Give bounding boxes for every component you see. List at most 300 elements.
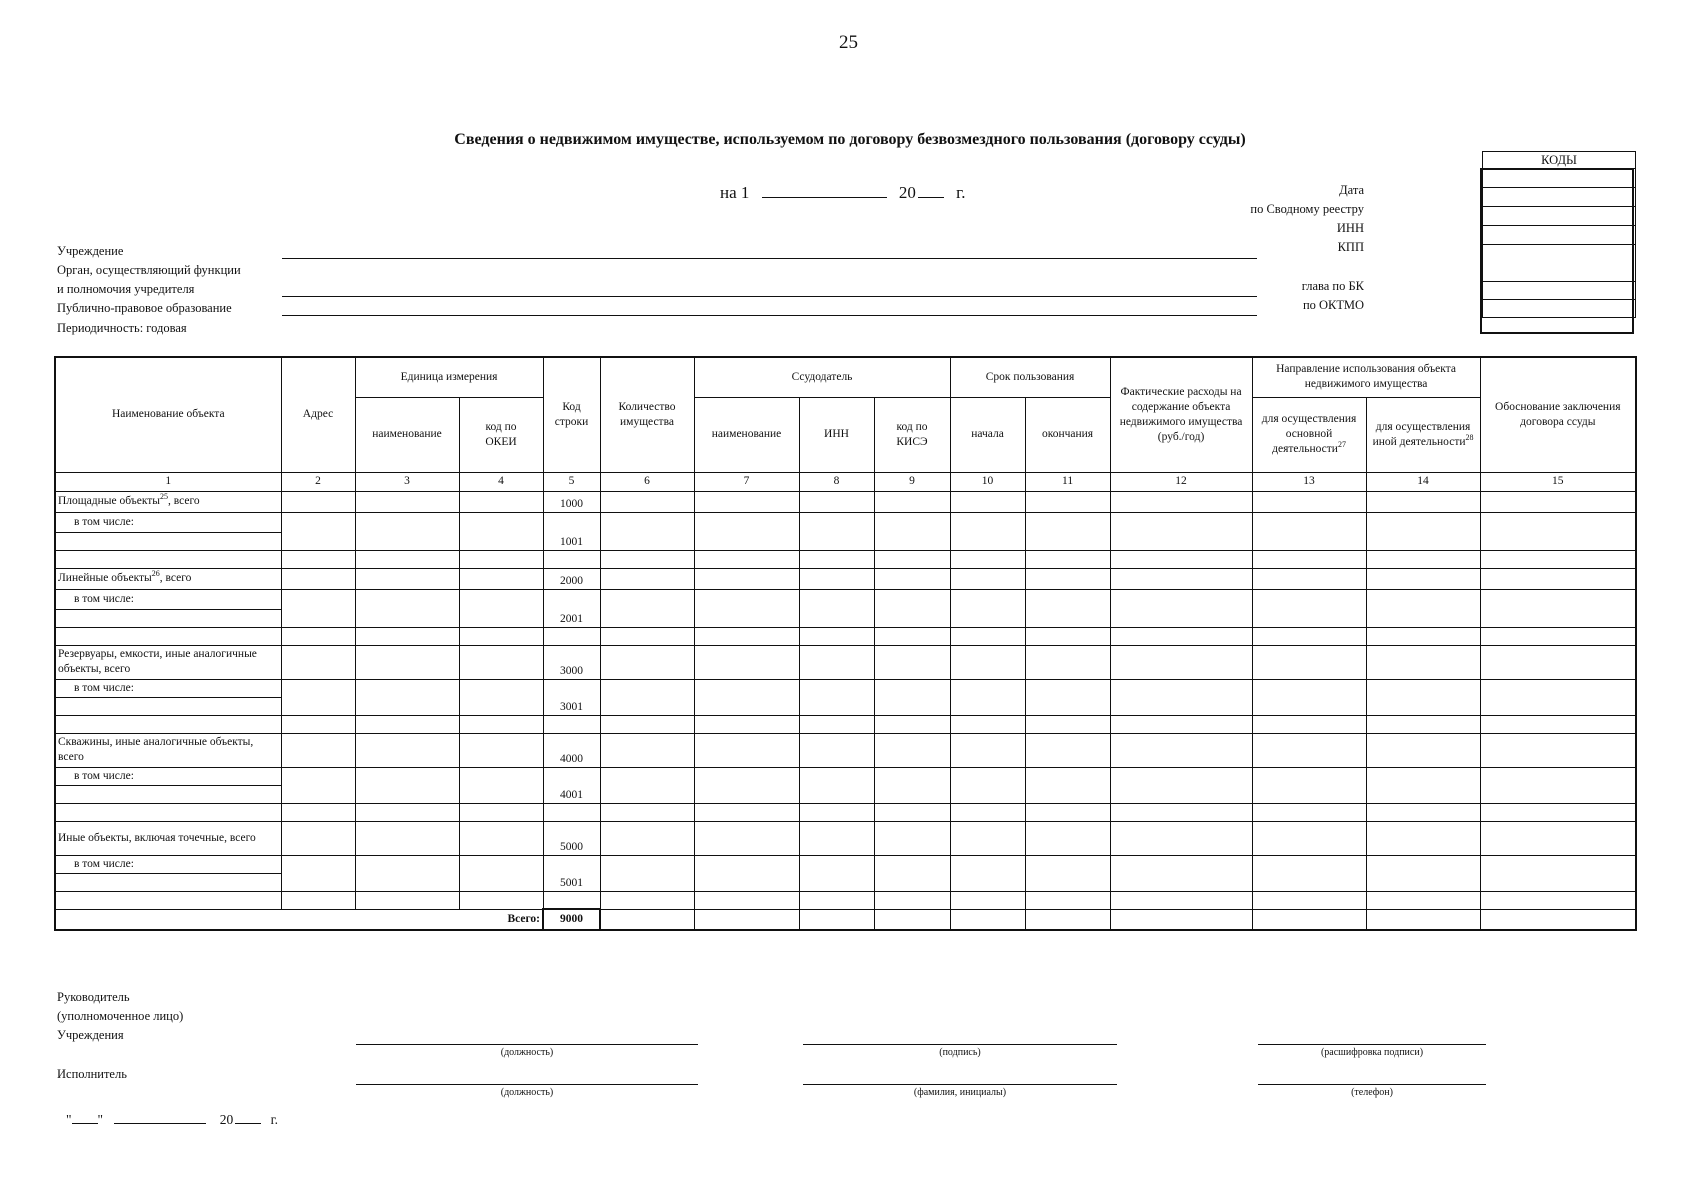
section-blank-row (55, 803, 1636, 821)
code-label-oktmo: по ОКТМО (1302, 298, 1364, 312)
data-cell[interactable] (1252, 645, 1366, 679)
data-cell[interactable] (1252, 855, 1366, 891)
sub-item-cell[interactable] (55, 785, 281, 803)
data-cell[interactable] (1110, 568, 1252, 589)
including-label: в том числе: (55, 855, 281, 873)
total-cell[interactable] (1025, 909, 1110, 930)
data-cell[interactable] (281, 550, 355, 568)
data-cell[interactable] (1025, 512, 1110, 550)
header-basis: Обоснование заключения договора ссуды (1480, 357, 1636, 472)
data-cell[interactable] (874, 627, 950, 645)
data-cell[interactable] (459, 715, 543, 733)
data-cell[interactable] (459, 803, 543, 821)
data-cell[interactable] (950, 491, 1025, 512)
header-expenses: Фактические расходы на содержание объекта недвижимого имущества (руб./год) (1110, 357, 1252, 472)
data-cell[interactable] (1366, 491, 1480, 512)
data-cell[interactable] (1110, 491, 1252, 512)
head-label-line1: Руководитель (57, 990, 130, 1004)
executor-fio-field[interactable] (803, 1084, 1117, 1085)
data-cell[interactable] (600, 891, 694, 909)
data-cell[interactable] (1252, 891, 1366, 909)
data-cell[interactable] (600, 645, 694, 679)
header-unit-name: наименование (355, 397, 459, 472)
total-cell[interactable] (1480, 909, 1636, 930)
data-cell[interactable] (694, 512, 799, 550)
code-periodicity-cell[interactable] (1483, 300, 1636, 318)
header-direction-main: для осуществления основной деятельности$^{27}$ (1252, 397, 1366, 472)
data-cell[interactable] (1252, 491, 1366, 512)
unit-code-cell[interactable] (459, 733, 543, 767)
property-table (54, 356, 1637, 931)
data-cell[interactable] (1110, 715, 1252, 733)
data-cell[interactable] (874, 821, 950, 855)
date-year-field[interactable] (918, 181, 944, 198)
data-cell[interactable] (874, 855, 950, 891)
data-cell[interactable] (950, 821, 1025, 855)
data-cell[interactable] (874, 491, 950, 512)
data-cell[interactable] (799, 589, 874, 627)
data-cell[interactable] (950, 645, 1025, 679)
data-cell[interactable] (1025, 733, 1110, 767)
unit-name-cell[interactable] (355, 645, 459, 679)
data-cell[interactable] (1025, 568, 1110, 589)
data-cell[interactable] (694, 568, 799, 589)
head-decoding-field[interactable] (1258, 1044, 1486, 1045)
data-cell[interactable] (950, 589, 1025, 627)
address-cell[interactable] (281, 645, 355, 679)
data-cell[interactable] (950, 512, 1025, 550)
data-cell[interactable] (600, 627, 694, 645)
data-cell[interactable] (1480, 855, 1636, 891)
data-cell[interactable] (1025, 491, 1110, 512)
data-cell[interactable] (1025, 645, 1110, 679)
unit-name-cell[interactable] (355, 733, 459, 767)
public-entity-field[interactable] (282, 315, 1257, 316)
data-cell[interactable] (1025, 627, 1110, 645)
data-cell[interactable] (55, 627, 281, 645)
column-numbers-row (55, 472, 1636, 491)
data-cell[interactable] (1480, 767, 1636, 803)
unit-code-cell[interactable] (459, 821, 543, 855)
unit-code-cell[interactable] (459, 491, 543, 512)
institution-field[interactable] (282, 258, 1257, 259)
data-cell[interactable] (1252, 821, 1366, 855)
data-cell[interactable] (1110, 627, 1252, 645)
data-cell[interactable] (355, 803, 459, 821)
data-cell[interactable] (1252, 733, 1366, 767)
data-cell[interactable] (1480, 733, 1636, 767)
data-cell[interactable] (1025, 767, 1110, 803)
data-cell[interactable] (1110, 589, 1252, 627)
total-cell[interactable] (950, 909, 1025, 930)
section-name: Иные объекты, включая точечные, всего (55, 821, 281, 855)
data-cell[interactable] (950, 627, 1025, 645)
data-cell[interactable] (799, 679, 874, 715)
data-cell[interactable] (600, 821, 694, 855)
data-cell[interactable] (600, 550, 694, 568)
data-cell[interactable] (355, 512, 459, 550)
data-cell[interactable] (543, 891, 600, 909)
unit-code-cell[interactable] (459, 645, 543, 679)
data-cell[interactable] (355, 767, 459, 803)
data-cell[interactable] (543, 715, 600, 733)
data-cell[interactable] (1366, 803, 1480, 821)
sign-date-month-field[interactable] (114, 1110, 206, 1124)
data-cell[interactable] (355, 550, 459, 568)
data-cell[interactable] (55, 550, 281, 568)
row-code: 4000 (543, 733, 600, 767)
executor-phone-field[interactable] (1258, 1084, 1486, 1085)
data-cell[interactable] (694, 491, 799, 512)
caption-fio: (фамилия, инициалы) (913, 1087, 1007, 1098)
data-cell[interactable] (694, 715, 799, 733)
date-day-month-field[interactable] (762, 181, 887, 198)
section-blank-row (55, 891, 1636, 909)
header-lender-inn: ИНН (799, 397, 874, 472)
data-cell[interactable] (799, 491, 874, 512)
data-cell[interactable] (55, 803, 281, 821)
data-cell[interactable] (1252, 627, 1366, 645)
sign-date-year-field[interactable] (235, 1110, 261, 1124)
data-cell[interactable] (1480, 589, 1636, 627)
unit-code-cell[interactable] (459, 568, 543, 589)
data-cell[interactable] (543, 627, 600, 645)
data-cell[interactable] (355, 627, 459, 645)
data-cell[interactable] (1025, 715, 1110, 733)
data-cell[interactable] (799, 891, 874, 909)
data-cell[interactable] (950, 855, 1025, 891)
section-total-row (55, 821, 1636, 855)
data-cell[interactable] (694, 767, 799, 803)
data-cell[interactable] (799, 568, 874, 589)
row-code: 5000 (543, 821, 600, 855)
organ-field[interactable] (282, 296, 1257, 297)
caption-signature: (подпись) (939, 1047, 981, 1058)
data-cell[interactable] (1366, 645, 1480, 679)
data-cell[interactable] (281, 767, 355, 803)
data-cell[interactable] (459, 679, 543, 715)
data-cell[interactable] (799, 715, 874, 733)
head-label-line2: (уполномоченное лицо) (57, 1009, 184, 1023)
total-cell[interactable] (694, 909, 799, 930)
total-cell[interactable] (1110, 909, 1252, 930)
total-cell[interactable] (874, 909, 950, 930)
data-cell[interactable] (281, 512, 355, 550)
section-blank-row (55, 715, 1636, 733)
data-cell[interactable] (874, 679, 950, 715)
header-unit-code: код по ОКЕИ (459, 397, 543, 472)
col-num: 2 (281, 472, 355, 491)
data-cell[interactable] (950, 679, 1025, 715)
data-cell[interactable] (600, 679, 694, 715)
section-sub-label-row (55, 589, 1636, 609)
section-total-row (55, 733, 1636, 767)
data-cell[interactable] (281, 589, 355, 627)
data-cell[interactable] (281, 891, 355, 909)
sub-item-cell[interactable] (55, 697, 281, 715)
data-cell[interactable] (1480, 679, 1636, 715)
data-cell[interactable] (799, 821, 874, 855)
data-cell[interactable] (950, 891, 1025, 909)
head-position-field[interactable] (356, 1044, 698, 1045)
section-name: Резервуары, емкости, иные аналогичные объекты, всего (55, 645, 281, 679)
data-cell[interactable] (799, 550, 874, 568)
data-cell[interactable] (694, 627, 799, 645)
data-cell[interactable] (1025, 803, 1110, 821)
code-oktmo-cell[interactable] (1483, 282, 1636, 300)
total-cell[interactable] (1366, 909, 1480, 930)
total-cell[interactable] (1252, 909, 1366, 930)
row-code: 1001 (543, 512, 600, 550)
data-cell[interactable] (950, 550, 1025, 568)
row-code: 3000 (543, 645, 600, 679)
data-cell[interactable] (694, 733, 799, 767)
data-cell[interactable] (1480, 645, 1636, 679)
data-cell[interactable] (1252, 589, 1366, 627)
row-code: 2000 (543, 568, 600, 589)
unit-name-cell[interactable] (355, 491, 459, 512)
data-cell[interactable] (600, 589, 694, 627)
data-cell[interactable] (1110, 733, 1252, 767)
data-cell[interactable] (1366, 855, 1480, 891)
data-cell[interactable] (355, 855, 459, 891)
data-cell[interactable] (874, 645, 950, 679)
data-cell[interactable] (1025, 589, 1110, 627)
data-cell[interactable] (799, 512, 874, 550)
executor-position-field[interactable] (356, 1084, 698, 1085)
data-cell[interactable] (799, 645, 874, 679)
data-cell[interactable] (1366, 891, 1480, 909)
data-cell[interactable] (459, 855, 543, 891)
data-cell[interactable] (1110, 512, 1252, 550)
header-term-start: начала (950, 397, 1025, 472)
date-quote-open: " (66, 1112, 72, 1127)
data-cell[interactable] (281, 855, 355, 891)
data-cell[interactable] (55, 715, 281, 733)
data-cell[interactable] (600, 715, 694, 733)
data-cell[interactable] (1480, 803, 1636, 821)
data-cell[interactable] (1252, 715, 1366, 733)
data-cell[interactable] (874, 550, 950, 568)
code-date-cell[interactable] (1483, 169, 1636, 188)
sections-body (55, 491, 1636, 909)
data-cell[interactable] (543, 803, 600, 821)
data-cell[interactable] (1110, 855, 1252, 891)
data-cell[interactable] (1110, 821, 1252, 855)
unit-name-cell[interactable] (355, 821, 459, 855)
data-cell[interactable] (1480, 891, 1636, 909)
data-cell[interactable] (1366, 679, 1480, 715)
data-cell[interactable] (1366, 589, 1480, 627)
data-cell[interactable] (1366, 821, 1480, 855)
data-cell[interactable] (600, 803, 694, 821)
data-cell[interactable] (1025, 855, 1110, 891)
header-row-code: Код строки (543, 357, 600, 472)
data-cell[interactable] (1252, 512, 1366, 550)
data-cell[interactable] (874, 891, 950, 909)
data-cell[interactable] (459, 550, 543, 568)
including-label: в том числе: (55, 589, 281, 609)
total-cell[interactable] (799, 909, 874, 930)
data-cell[interactable] (600, 512, 694, 550)
address-cell[interactable] (281, 821, 355, 855)
data-cell[interactable] (799, 767, 874, 803)
data-cell[interactable] (355, 679, 459, 715)
col-num: 8 (799, 472, 874, 491)
data-cell[interactable] (694, 550, 799, 568)
data-cell[interactable] (1480, 568, 1636, 589)
data-cell[interactable] (694, 679, 799, 715)
address-cell[interactable] (281, 733, 355, 767)
data-cell[interactable] (694, 891, 799, 909)
page-number: 25 (839, 32, 858, 53)
data-cell[interactable] (543, 550, 600, 568)
data-cell[interactable] (799, 733, 874, 767)
data-cell[interactable] (355, 891, 459, 909)
data-cell[interactable] (1252, 550, 1366, 568)
data-cell[interactable] (950, 733, 1025, 767)
including-label: в том числе: (55, 679, 281, 697)
data-cell[interactable] (694, 589, 799, 627)
organ-label-line1: Орган, осуществляющий функции (57, 263, 241, 277)
data-cell[interactable] (1110, 645, 1252, 679)
data-cell[interactable] (1252, 679, 1366, 715)
data-cell[interactable] (600, 767, 694, 803)
unit-name-cell[interactable] (355, 568, 459, 589)
data-cell[interactable] (459, 891, 543, 909)
sign-date-year-prefix: 20 (219, 1112, 234, 1127)
including-label: в том числе: (55, 767, 281, 785)
section-name: Линейные объекты$^{26}$, всего (55, 568, 281, 589)
sign-date-day-field[interactable] (72, 1110, 98, 1124)
data-cell[interactable] (799, 803, 874, 821)
data-cell[interactable] (600, 733, 694, 767)
data-cell[interactable] (874, 568, 950, 589)
data-cell[interactable] (281, 627, 355, 645)
including-label: в том числе: (55, 512, 281, 532)
data-cell[interactable] (1366, 627, 1480, 645)
data-cell[interactable] (281, 679, 355, 715)
caption-decoding: (расшифровка подписи) (1320, 1047, 1424, 1058)
section-total-row (55, 568, 1636, 589)
sub-item-cell[interactable] (55, 532, 281, 550)
data-cell[interactable] (1252, 767, 1366, 803)
data-cell[interactable] (1252, 568, 1366, 589)
section-name: Площадные объекты$^{25}$, всего (55, 491, 281, 512)
code-kpp-cell[interactable] (1483, 226, 1636, 245)
data-cell[interactable] (1025, 821, 1110, 855)
data-cell[interactable] (1366, 550, 1480, 568)
caption-phone: (телефон) (1351, 1087, 1393, 1098)
data-cell[interactable] (1252, 803, 1366, 821)
col-num: 1 (55, 472, 281, 491)
code-bk-cell[interactable] (1483, 245, 1636, 282)
data-cell[interactable] (874, 715, 950, 733)
data-cell[interactable] (1366, 715, 1480, 733)
col-num: 14 (1366, 472, 1480, 491)
data-cell[interactable] (600, 855, 694, 891)
data-cell[interactable] (874, 733, 950, 767)
data-cell[interactable] (600, 491, 694, 512)
data-cell[interactable] (1110, 803, 1252, 821)
code-inn-cell[interactable] (1483, 207, 1636, 226)
data-cell[interactable] (694, 821, 799, 855)
data-cell[interactable] (874, 767, 950, 803)
data-cell[interactable] (799, 627, 874, 645)
address-cell[interactable] (281, 491, 355, 512)
data-cell[interactable] (1480, 512, 1636, 550)
data-cell[interactable] (1025, 679, 1110, 715)
header-name: Наименование объекта (55, 357, 281, 472)
data-cell[interactable] (694, 803, 799, 821)
data-cell[interactable] (1025, 891, 1110, 909)
section-sub-label-row (55, 767, 1636, 785)
data-cell[interactable] (1366, 733, 1480, 767)
data-cell[interactable] (950, 715, 1025, 733)
data-cell[interactable] (1366, 512, 1480, 550)
data-cell[interactable] (1480, 491, 1636, 512)
col-num: 4 (459, 472, 543, 491)
data-cell[interactable] (694, 645, 799, 679)
data-cell[interactable] (799, 855, 874, 891)
data-cell[interactable] (281, 803, 355, 821)
data-cell[interactable] (355, 589, 459, 627)
data-cell[interactable] (1480, 821, 1636, 855)
data-cell[interactable] (459, 767, 543, 803)
report-date-line (720, 181, 965, 203)
data-cell[interactable] (694, 855, 799, 891)
data-cell[interactable] (459, 589, 543, 627)
code-registry-cell[interactable] (1483, 188, 1636, 207)
data-cell[interactable] (950, 568, 1025, 589)
data-cell[interactable] (1110, 767, 1252, 803)
address-cell[interactable] (281, 568, 355, 589)
total-label: Всего: (507, 912, 540, 925)
col-num: 7 (694, 472, 799, 491)
head-signature-field[interactable] (803, 1044, 1117, 1045)
col-num: 15 (1480, 472, 1636, 491)
data-cell[interactable] (1366, 568, 1480, 589)
data-cell[interactable] (355, 715, 459, 733)
data-cell[interactable] (874, 512, 950, 550)
sub-item-cell[interactable] (55, 609, 281, 627)
data-cell[interactable] (874, 803, 950, 821)
data-cell[interactable] (1480, 627, 1636, 645)
data-cell[interactable] (600, 568, 694, 589)
data-cell[interactable] (55, 891, 281, 909)
data-cell[interactable] (1110, 679, 1252, 715)
data-cell[interactable] (1110, 891, 1252, 909)
data-cell[interactable] (459, 512, 543, 550)
row-code: 1000 (543, 491, 600, 512)
total-cell[interactable] (600, 909, 694, 930)
data-cell[interactable] (1480, 550, 1636, 568)
sub-item-cell[interactable] (55, 873, 281, 891)
data-cell[interactable] (950, 803, 1025, 821)
col-num: 3 (355, 472, 459, 491)
codes-header: КОДЫ (1483, 152, 1636, 169)
data-cell[interactable] (950, 767, 1025, 803)
data-cell[interactable] (1025, 550, 1110, 568)
data-cell[interactable] (1480, 715, 1636, 733)
data-cell[interactable] (1110, 550, 1252, 568)
date-prefix: на 1 (720, 183, 750, 202)
data-cell[interactable] (281, 715, 355, 733)
header-direction-other: для осуществления иной деятельности$^{28}$ (1366, 397, 1480, 472)
data-cell[interactable] (459, 627, 543, 645)
data-cell[interactable] (1366, 767, 1480, 803)
data-cell[interactable] (874, 589, 950, 627)
